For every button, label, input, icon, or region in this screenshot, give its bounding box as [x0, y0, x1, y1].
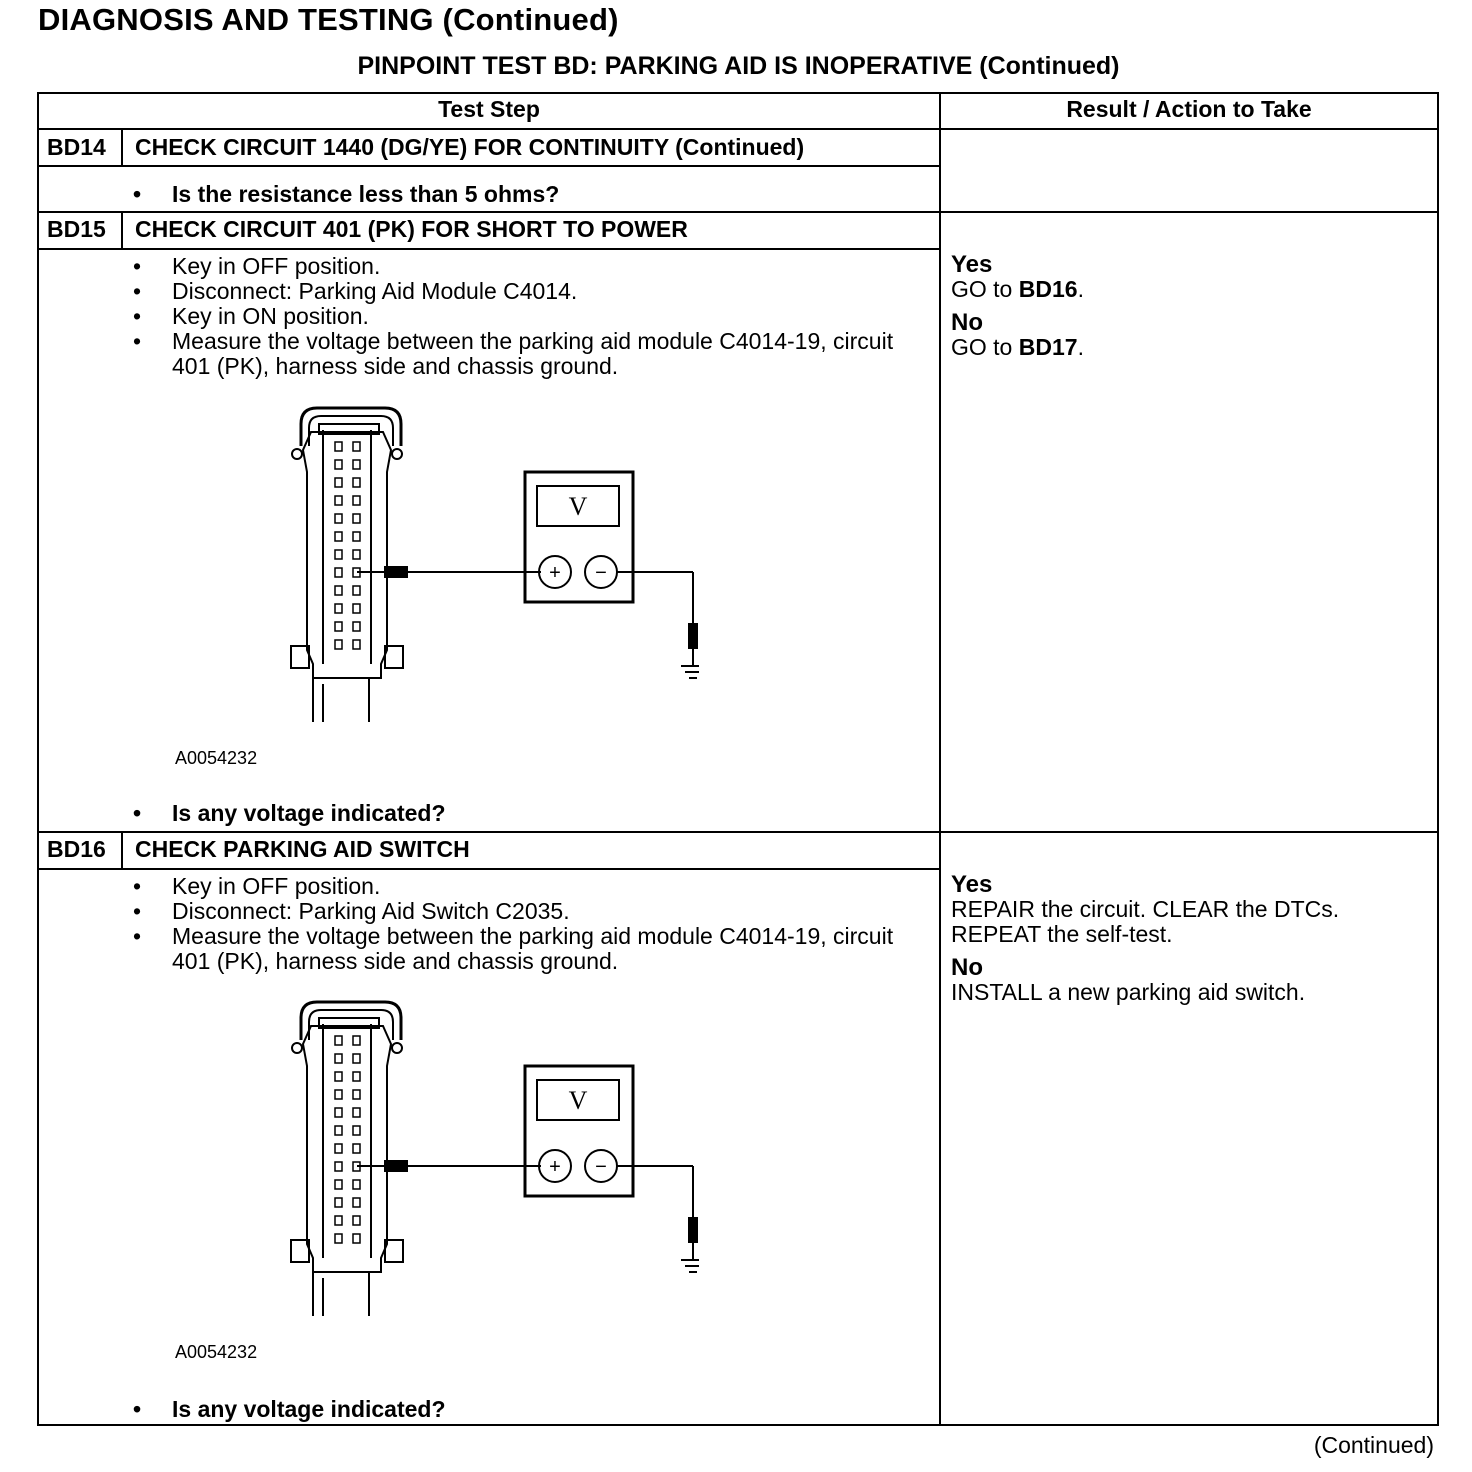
plus-terminal: + — [549, 1156, 561, 1178]
no-label: No — [951, 309, 983, 336]
step-id-divider — [121, 213, 123, 248]
page-title: DIAGNOSIS AND TESTING (Continued) — [38, 2, 619, 37]
result-bd16 — [951, 872, 1431, 1013]
instruction-item: • Measure the voltage between the parking aid module C4014-19, circuit 401 (PK), harness side and chassis ground. — [129, 329, 909, 379]
instruction-item: • Measure the voltage between the parking aid module C4014-19, circuit 401 (PK), harness side and chassis ground. — [129, 924, 909, 974]
continued-note: (Continued) — [1313, 1432, 1434, 1458]
column-header-result: Result / Action to Take — [1066, 96, 1312, 122]
question-text: • Is any voltage indicated? — [129, 800, 446, 827]
pinpoint-test-title: PINPOINT TEST BD: PARKING AID IS INOPERATIVE (Continued) — [357, 52, 1120, 80]
step-question-bd14 — [129, 181, 559, 208]
yes-label: Yes — [951, 251, 993, 278]
step-row-divider — [39, 211, 1437, 213]
step-id-bd14: BD14 — [47, 134, 106, 160]
meter-symbol: V — [568, 492, 588, 521]
question-text: • Is the resistance less than 5 ohms? — [129, 181, 559, 208]
no-action: INSTALL a new parking aid switch. — [951, 979, 1306, 1005]
instruction-item: • Key in OFF position. — [129, 874, 909, 899]
question-text: • Is any voltage indicated? — [129, 1396, 446, 1423]
step-id-divider — [121, 833, 123, 868]
step-id-bd16: BD16 — [47, 836, 106, 862]
column-header-test-step: Test Step — [438, 96, 540, 122]
step-title-divider — [39, 165, 939, 167]
connector-voltmeter-diagram — [279, 996, 699, 1316]
column-divider — [939, 94, 941, 1424]
step-id-divider — [121, 130, 123, 165]
step-instructions-bd15 — [129, 254, 909, 379]
step-link-bd16[interactable]: BD16 — [1018, 276, 1078, 302]
step-id-bd15: BD15 — [47, 216, 106, 242]
connector-voltmeter-diagram — [279, 402, 699, 722]
pinpoint-test-table — [37, 92, 1439, 1426]
no-label: No — [951, 954, 983, 981]
plus-terminal: + — [549, 562, 561, 584]
no-action: GO to BD17. — [951, 334, 1084, 360]
step-title-divider — [39, 868, 939, 870]
step-link-bd17[interactable]: BD17 — [1018, 334, 1078, 360]
step-question-bd15 — [129, 800, 446, 827]
step-question-bd16 — [129, 1396, 446, 1423]
yes-label: Yes — [951, 871, 993, 898]
meter-symbol: V — [568, 1086, 588, 1115]
step-title-bd15: CHECK CIRCUIT 401 (PK) FOR SHORT TO POWER — [135, 216, 688, 242]
yes-action: GO to BD16. — [951, 276, 1084, 302]
step-title-divider — [39, 248, 939, 250]
step-title-bd16: CHECK PARKING AID SWITCH — [135, 836, 470, 862]
yes-action: REPAIR the circuit. CLEAR the DTCs. REPEAT the self-test. — [951, 896, 1340, 947]
instruction-item: • Disconnect: Parking Aid Module C4014. — [129, 279, 909, 304]
result-bd15 — [951, 252, 1431, 368]
header-row-divider — [39, 128, 1437, 130]
minus-terminal: − — [595, 1156, 607, 1178]
instruction-item: • Key in OFF position. — [129, 254, 909, 279]
instruction-item: • Disconnect: Parking Aid Switch C2035. — [129, 899, 909, 924]
step-title-bd14: CHECK CIRCUIT 1440 (DG/YE) FOR CONTINUITY (Continued) — [135, 134, 805, 160]
minus-terminal: − — [595, 562, 607, 584]
figure-id: A0054232 — [175, 1342, 258, 1362]
figure-id: A0054232 — [175, 748, 258, 768]
step-row-divider — [39, 831, 1437, 833]
instruction-item: • Key in ON position. — [129, 304, 909, 329]
step-instructions-bd16 — [129, 874, 909, 974]
